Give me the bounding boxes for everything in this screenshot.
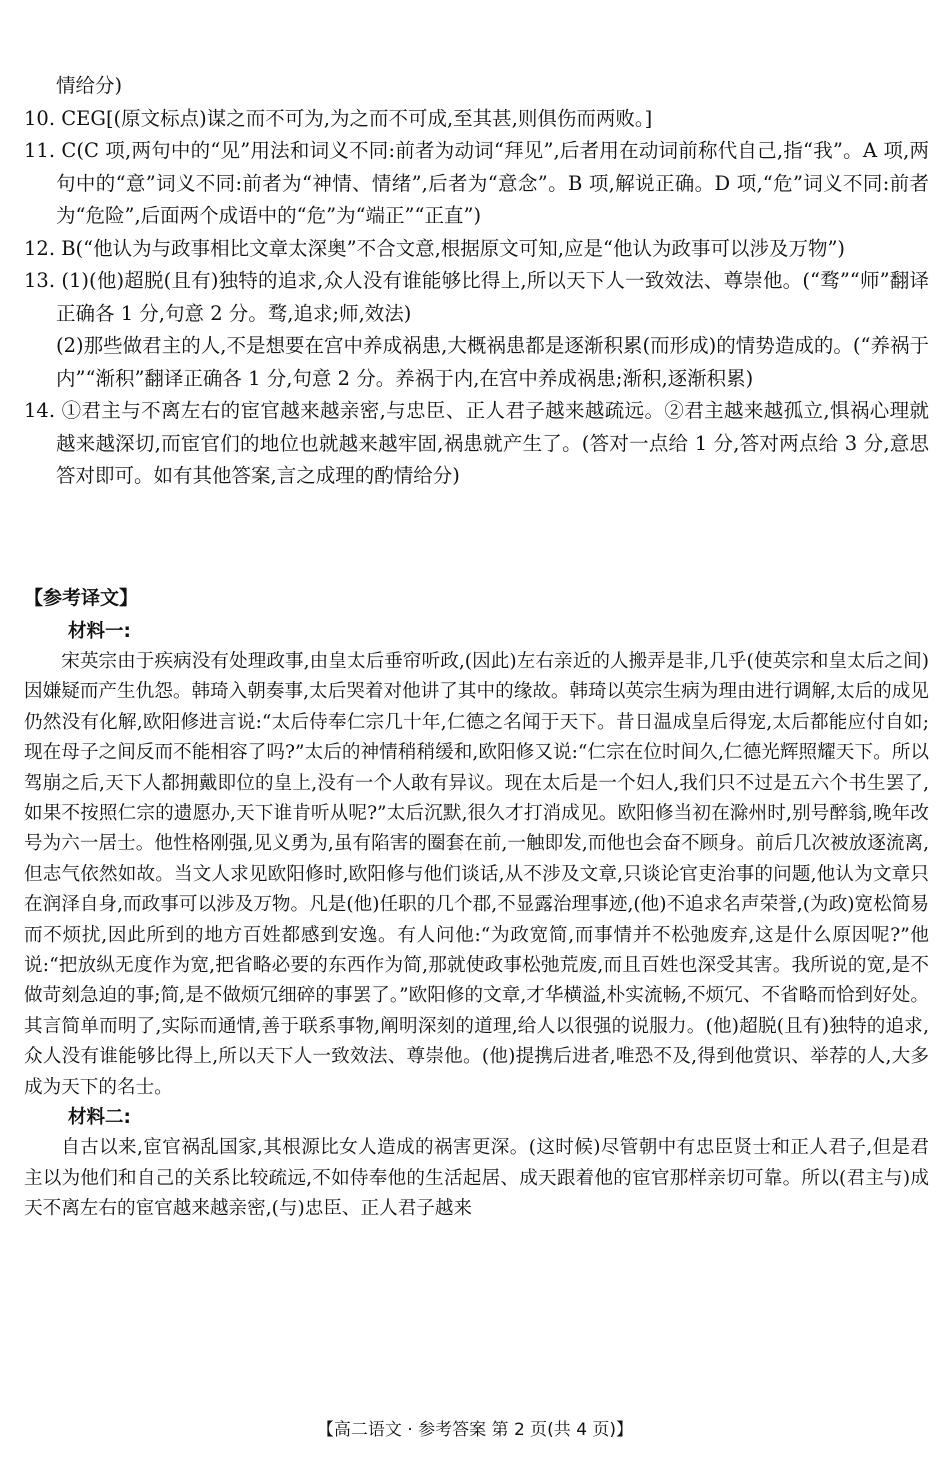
material-2-text: 自古以来,宦官祸乱国家,其根源比女人造成的祸害更深。(这时候)尽管朝中有忠臣贤士和正人君子,但是君主以为他们和自己的关系比较疏远,不如侍奉他的生活起居、成天跟着他的宦官那样亲切可靠。所以(君主与)成天不离左右的宦官越来越亲密,(与)忠臣、正人君子越来 <box>24 1137 929 1219</box>
answer-list <box>24 70 929 493</box>
reference-translation <box>24 617 929 1224</box>
answer-9-continuation: 情给分) <box>56 74 123 97</box>
answer-13-part-2: (2)那些做君主的人,不是想要在宫中养成祸患,大概祸患都是逐渐积累(而形成)的情势造成的。(“养祸于内”“渐积”翻译正确各 1 分,句意 2 分。养祸于内,在宫中养成祸患;渐积,逐渐积累) <box>56 334 929 390</box>
answer-14: 14. ①君主与不离左右的宦官越来越亲密,与忠臣、正人君子越来越疏远。②君主越来越孤立,惧祸心理就越来越深切,而宦官们的地位也就越来越牢固,祸患就产生了。(答对一点给 1 分,答对两点给 3 分,意思答对即可。如有其他答案,言之成理的酌情给分) <box>24 399 929 487</box>
material-1-title: 材料一: <box>68 621 131 642</box>
answer-11: 11. C(C 项,两句中的“见”用法和词义不同:前者为动词“拜见”,后者用在动词前称代自己,指“我”。A 项,两句中的“意”词义不同:前者为“神情、情绪”,后者为“意念”。B 项,解说正确。D 项,“危”词义不同:前者为“危险”,后面两个成语中的“危”为“端正”“正直”) <box>24 139 929 227</box>
material-1-text: 宋英宗由于疾病没有处理政事,由皇太后垂帘听政,(因此)左右亲近的人搬弄是非,几乎(使英宗和皇太后之间)因嫌疑而产生仇怨。韩琦入朝奏事,太后哭着对他讲了其中的缘故。韩琦以英宗生病为理由进行调解,太后的成见仍然没有化解,欧阳修进言说:“太后侍奉仁宗几十年,仁德之名闻于天下。昔日温成皇后得宠,太后都能应付自如;现在母子之间反而不能相容了吗?”太后的神情稍稍缓和,欧阳修又说:“仁宗在位时间久,仁德光辉照耀天下。所以驾崩之后,天下人都拥戴即位的皇上,没有一个人敢有异议。现在太后是一个妇人,我们只不过是五六个书生罢了,如果不按照仁宗的遗愿办,天下谁肯听从呢?”太后沉默,很久才打消成见。欧阳修当初在滁州时,别号醉翁,晚年改号为六一居士。他性格刚强,见义勇为,虽有陷害的圈套在前,一触即发,而他也会奋不顾身。前后几次被放逐流离,但志气依然如故。当文人求见欧阳修时,欧阳修与他们谈话,从不涉及文章,只谈论官吏治事的问题,他认为文章只在润泽自身,而政事可以涉及万物。凡是(他)任职的几个郡,不显露治理事迹,(他)不追求名声荣誉,(为政)宽松简易而不烦扰,因此所到的地方百姓都感到安逸。有人问他:“为政宽简,而事情并不松弛废弃,这是什么原因呢?”他说:“把放纵无度作为宽,把省略必要的东西作为简,那就使政事松弛荒废,而且百姓也深受其害。我所说的宽,是不做苛刻急迫的事;简,是不做烦冗细碎的事罢了。”欧阳修的文章,才华横溢,朴实流畅,不烦冗、不省略而恰到好处。其言简单而明了,实际而通情,善于联系事物,阐明深刻的道理,给人以很强的说服力。(他)超脱(且有)独特的追求,众人没有谁能够比得上,所以天下人一致效法、尊崇他。(他)提携后进者,唯恐不及,得到他赏识、举荐的人,大多成为天下的名士。 <box>24 651 929 1098</box>
answer-12: 12. B(“他认为与政事相比文章太深奥”不合文意,根据原文可知,应是“他认为政事可以涉及万物”) <box>24 236 846 260</box>
reference-translation-heading: 【参考译文】 <box>24 587 139 609</box>
answer-13-part-1: 13. (1)(他)超脱(且有)独特的追求,众人没有谁能够比得上,所以天下人一致效法、尊崇他。(“骛”“师”翻译正确各 1 分,句意 2 分。骛,追求;师,效法) <box>24 269 929 325</box>
page-footer: 【高二语文 · 参考答案 第 2 页(共 4 页)】 <box>316 1420 634 1440</box>
material-2-title: 材料二: <box>68 1107 131 1129</box>
answer-10: 10. CEG[(原文标点)谋之而不可为,为之而不可成,至其甚,则俱伤而两败。] <box>24 106 653 130</box>
